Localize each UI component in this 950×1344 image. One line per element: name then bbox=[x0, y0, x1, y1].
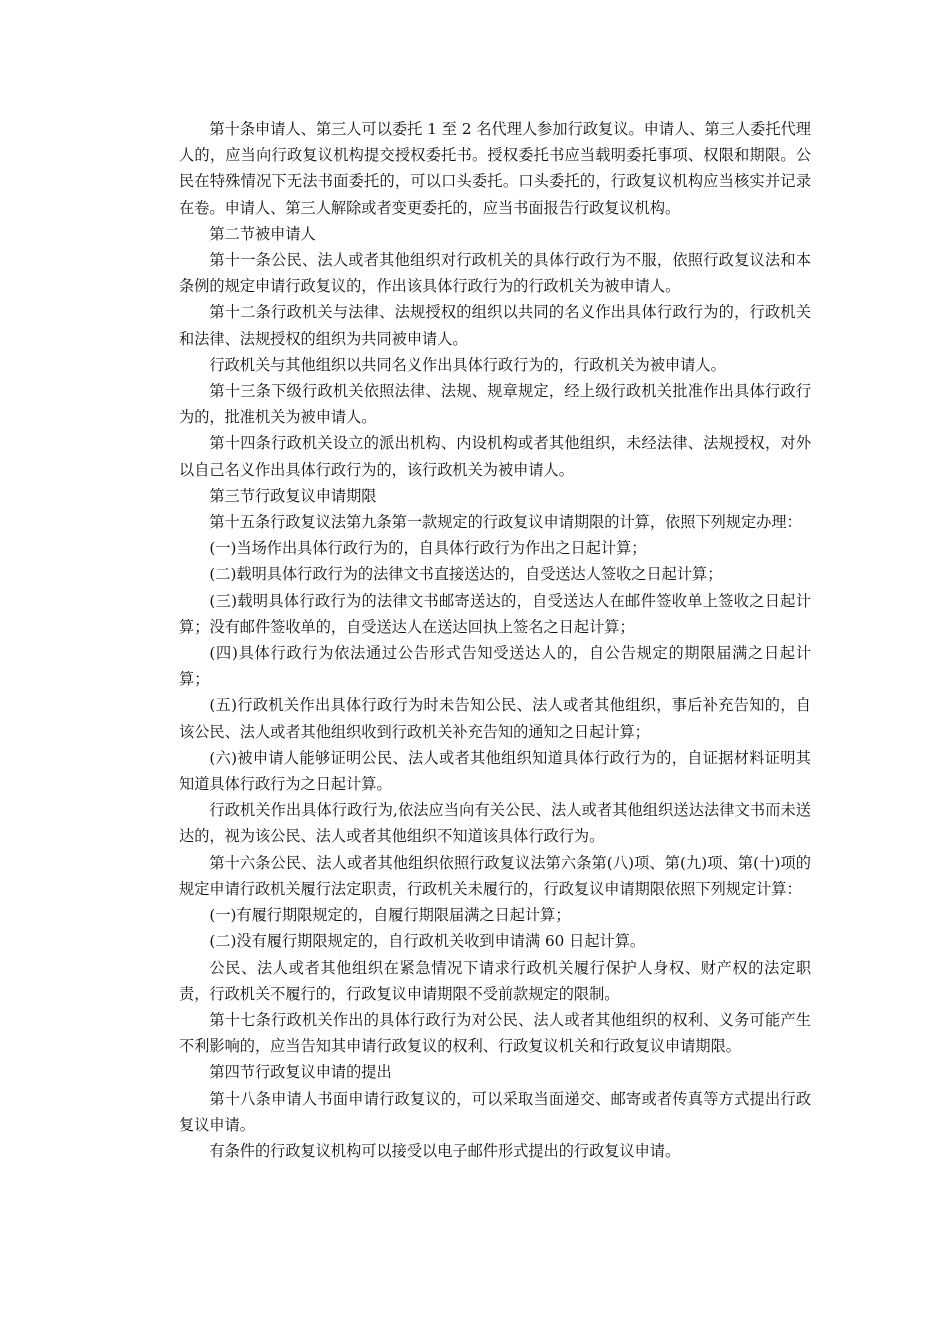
section-4-heading: 第四节行政复议申请的提出 bbox=[209, 1063, 392, 1082]
article-13-paragraph: 第十三条下级行政机关依照法律、法规、规章规定，经上级行政机关批准作出具体行政行为的，批准机关为被申请人。 bbox=[179, 382, 811, 427]
article-11-paragraph: 第十一条公民、法人或者其他组织对行政机关的具体行政行为不服，依照行政复议法和本条例的规定申请行政复议的，作出该具体行政行为的行政机关为被申请人。 bbox=[179, 251, 811, 296]
article-12-continuation: 行政机关与其他组织以共同名义作出具体行政行为的，行政机关为被申请人。 bbox=[209, 355, 726, 374]
article-16-paragraph: 第十六条公民、法人或者其他组织依照行政复议法第六条第(八)项、第(九)项、第(十)项的规定申请行政机关履行法定职责，行政机关未履行的，行政复议申请期限依照下列规定计算： bbox=[179, 853, 811, 898]
article-16-item-2: (二)没有履行期限规定的，自行政机关收到申请满 60 日起计算。 bbox=[209, 932, 646, 951]
article-10-paragraph: 第十条申请人、第三人可以委托 1 至 2 名代理人参加行政复议。申请人、第三人委托代理人的，应当向行政复议机构提交授权委托书。授权委托书应当载明委托事项、权限和期限。公民在特殊情况下无法书面委托的，可以口头委托。口头委托的，行政复议机构应当核实并记录在卷。申请人、第三人解除或者变更委托的，应当书面报告行政复议机构。 bbox=[179, 120, 811, 217]
article-15-item-2: (二)载明具体行政行为的法律文书直接送达的，自受送达人签收之日起计算； bbox=[209, 565, 723, 584]
article-15-paragraph: 第十五条行政复议法第九条第一款规定的行政复议申请期限的计算，依照下列规定办理： bbox=[209, 513, 802, 532]
article-15-item-4: (四)具体行政行为依法通过公告形式告知受送达人的，自公告规定的期限届满之日起计算； bbox=[179, 644, 811, 689]
document-body bbox=[179, 116, 811, 1164]
article-15-item-1: (一)当场作出具体行政行为的，自具体行政行为作出之日起计算； bbox=[209, 539, 647, 558]
article-15-item-5: (五)行政机关作出具体行政行为时未告知公民、法人或者其他组织，事后补充告知的，自该公民、法人或者其他组织收到行政机关补充告知的通知之日起计算； bbox=[179, 696, 811, 741]
article-15-item-3: (三)载明具体行政行为的法律文书邮寄送达的，自受送达人在邮件签收单上签收之日起计算；没有邮件签收单的，自受送达人在送达回执上签名之日起计算； bbox=[179, 591, 811, 636]
article-12-paragraph: 第十二条行政机关与法律、法规授权的组织以共同的名义作出具体行政行为的，行政机关和法律、法规授权的组织为共同被申请人。 bbox=[179, 303, 811, 348]
article-16-item-1: (一)有履行期限规定的，自履行期限届满之日起计算； bbox=[209, 906, 571, 925]
article-18-paragraph: 第十八条申请人书面申请行政复议的，可以采取当面递交、邮寄或者传真等方式提出行政复议申请。 bbox=[179, 1089, 811, 1134]
section-2-heading: 第二节被申请人 bbox=[209, 224, 316, 243]
article-14-paragraph: 第十四条行政机关设立的派出机构、内设机构或者其他组织，未经法律、法规授权，对外以自己名义作出具体行政行为的，该行政机关为被申请人。 bbox=[179, 434, 811, 479]
article-15-continuation: 行政机关作出具体行政行为,依法应当向有关公民、法人或者其他组织送达法律文书而未送达的，视为该公民、法人或者其他组织不知道该具体行政行为。 bbox=[179, 801, 811, 846]
section-3-heading: 第三节行政复议申请期限 bbox=[209, 486, 377, 505]
article-15-item-6: (六)被申请人能够证明公民、法人或者其他组织知道具体行政行为的，自证据材料证明其知道具体行政行为之日起计算。 bbox=[179, 748, 811, 794]
article-16-continuation: 公民、法人或者其他组织在紧急情况下请求行政机关履行保护人身权、财产权的法定职责，行政机关不履行的，行政复议申请期限不受前款规定的限制。 bbox=[179, 958, 811, 1003]
article-18-continuation: 有条件的行政复议机构可以接受以电子邮件形式提出的行政复议申请。 bbox=[209, 1141, 681, 1160]
article-17-paragraph: 第十七条行政机关作出的具体行政行为对公民、法人或者其他组织的权利、义务可能产生不利影响的，应当告知其申请行政复议的权利、行政复议机关和行政复议申请期限。 bbox=[179, 1010, 811, 1056]
